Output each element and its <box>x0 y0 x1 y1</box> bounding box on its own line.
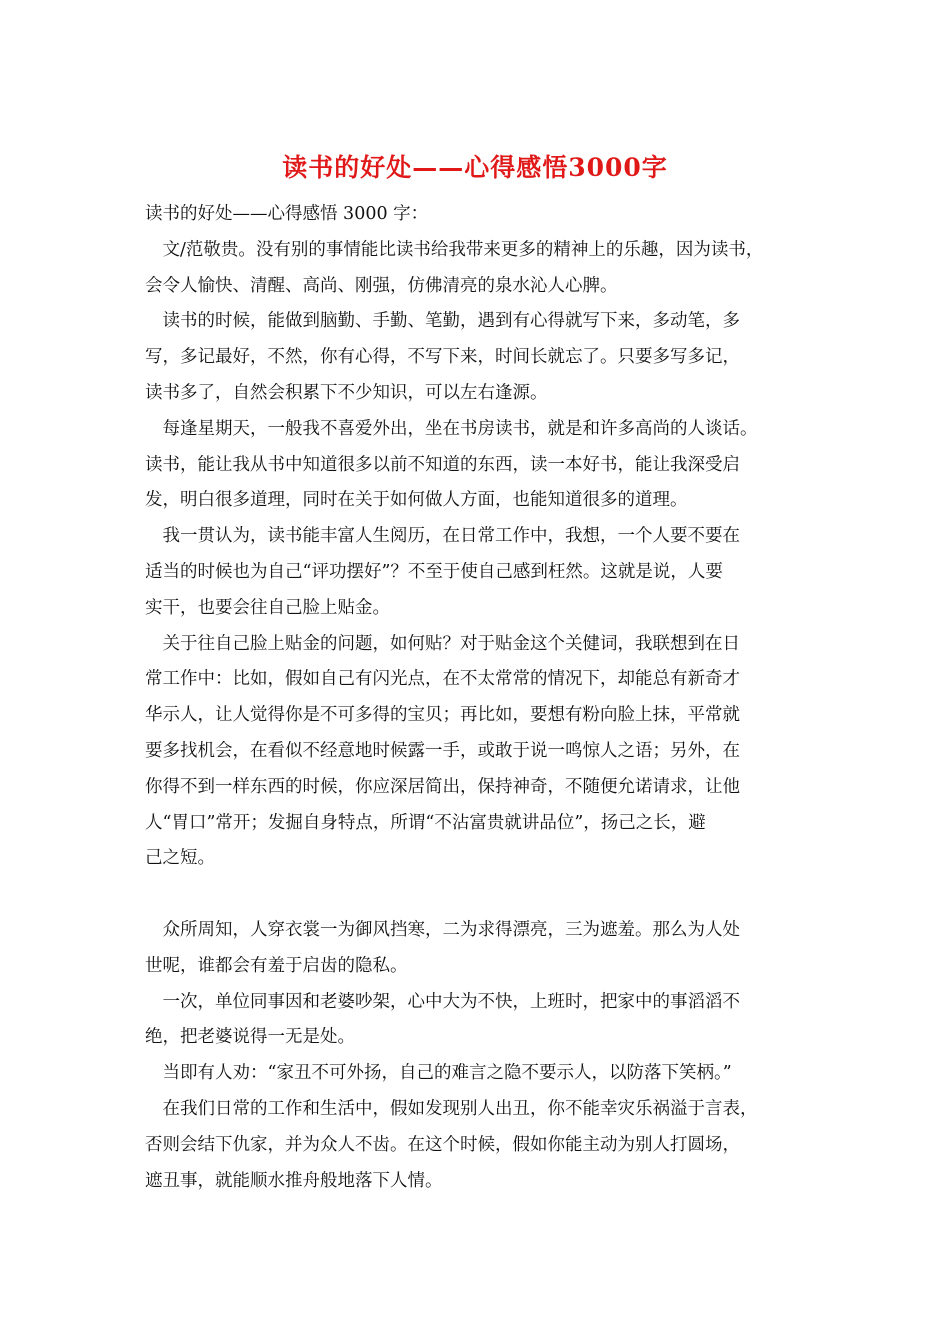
body-line: 人“胃口”常开；发掘自身特点，所谓“不沾富贵就讲品位”，扬己之长，避 <box>145 812 706 833</box>
body-line: 关于往自己脸上贴金的问题，如何贴？对于贴金这个关健词，我联想到在日 <box>145 633 740 654</box>
blank-line <box>145 877 815 913</box>
body-line: 文/范敬贵。没有别的事情能比读书给我带来更多的精神上的乐趣，因为读书， <box>145 239 764 260</box>
body-line: 绝，把老婆说得一无是处。 <box>145 1027 355 1048</box>
body-line: 读书，能让我从书中知道很多以前不知道的东西，读一本好书，能让我深受启 <box>145 454 740 475</box>
body-line: 读书多了，自然会积累下不少知识，可以左右逢源。 <box>145 382 548 403</box>
body-line: 实干，也要会往自己脸上贴金。 <box>145 597 390 618</box>
body-line: 常工作中：比如，假如自己有闪光点，在不太常常的情况下，却能总有新奇才 <box>145 669 740 690</box>
body-line: 世呢，谁都会有羞于启齿的隐私。 <box>145 955 408 976</box>
body-line: 发，明白很多道理，同时在关于如何做人方面，也能知道很多的道理。 <box>145 490 688 511</box>
body-line: 众所周知，人穿衣裳一为御风挡寒，二为求得漂亮，三为遮羞。那么为人处 <box>145 919 740 940</box>
body-line: 要多找机会，在看似不经意地时候露一手，或敢于说一鸣惊人之语；另外，在 <box>145 740 740 761</box>
body-line: 写，多记最好，不然，你有心得，不写下来，时间长就忘了。只要多写多记， <box>145 347 740 368</box>
body-line: 我一贯认为，读书能丰富人生阅历，在日常工作中，我想，一个人要不要在 <box>145 526 740 547</box>
body-line: 一次，单位同事因和老婆吵架，心中大为不快，上班时，把家中的事滔滔不 <box>145 991 740 1012</box>
body-line: 遮丑事，就能顺水推舟般地落下人情。 <box>145 1170 443 1191</box>
body-line: 每逢星期天，一般我不喜爱外出，坐在书房读书，就是和许多高尚的人谈话。 <box>145 418 758 439</box>
body-line: 当即有人劝：“家丑不可外扬，自己的难言之隐不要示人，以防落下笑柄。” <box>145 1063 732 1084</box>
body-line: 华示人，让人觉得你是不可多得的宝贝；再比如，要想有粉向脸上抹，平常就 <box>145 705 740 726</box>
body-line: 在我们日常的工作和生活中，假如发现别人出丑，你不能幸灾乐祸溢于言表， <box>145 1098 758 1119</box>
body-line: 适当的时候也为自己“评功摆好”？不至于使自己感到枉然。这就是说，人要 <box>145 561 723 582</box>
document-body <box>145 197 815 1199</box>
body-line: 会令人愉快、清醒、高尚、刚强，仿佛清亮的泉水沁人心脾。 <box>145 275 618 296</box>
body-line: 己之短。 <box>145 848 215 869</box>
body-line: 你得不到一样东西的时候，你应深居简出，保持神奇，不随便允诺请求，让他 <box>145 776 740 797</box>
body-line: 读书的好处——心得感悟 3000 字： <box>145 204 429 224</box>
body-line: 读书的时候，能做到脑勤、手勤、笔勤，遇到有心得就写下来，多动笔，多 <box>145 311 740 332</box>
document-title: 读书的好处——心得感悟3000字 <box>282 153 668 182</box>
body-line: 否则会结下仇家，并为众人不齿。在这个时候，假如你能主动为别人打圆场， <box>145 1134 740 1155</box>
